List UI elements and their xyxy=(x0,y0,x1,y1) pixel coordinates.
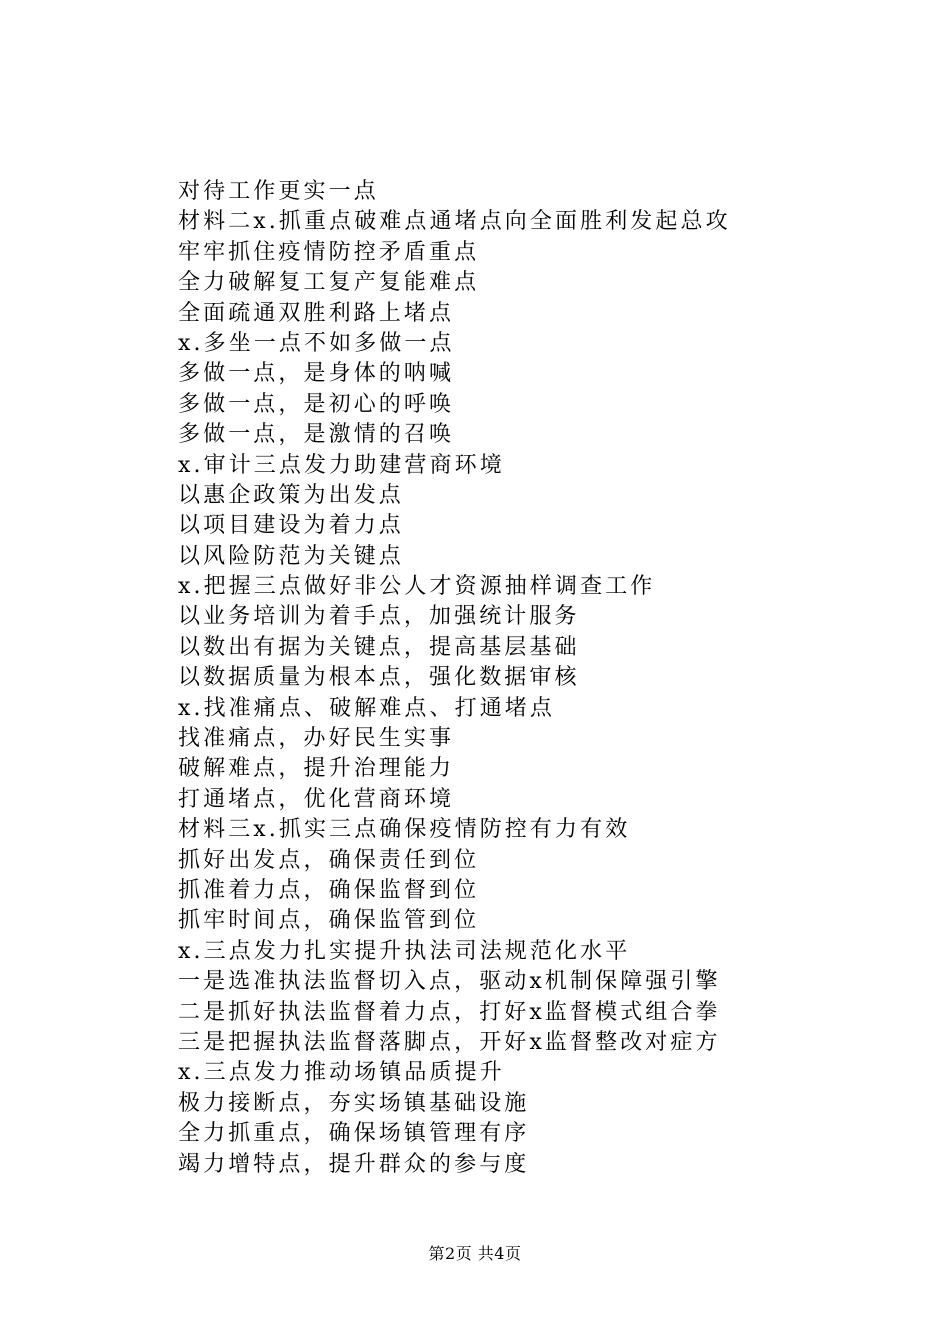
text-line: x.找准痛点、破解难点、打通堵点 xyxy=(178,695,556,721)
text-line: 对待工作更实一点 xyxy=(178,179,379,204)
text-line: 一是选准执法监督切入点，驱动x机制保障强引擎 xyxy=(178,969,721,995)
text-line: 三是把握执法监督落脚点，开好x监督整改对症方 xyxy=(178,1029,721,1055)
text-line: 以风险防范为关键点 xyxy=(178,543,404,569)
text-line: 材料二x.抓重点破难点通堵点向全面胜利发起总攻 xyxy=(178,209,731,235)
text-line: 以惠企政策为出发点 xyxy=(178,482,404,508)
text-line: 多做一点，是激情的召唤 xyxy=(178,422,455,448)
text-line: 牢牢抓住疫情防控矛盾重点 xyxy=(178,239,480,265)
text-line: 多做一点，是身体的呐喊 xyxy=(178,361,455,387)
text-line: x.审计三点发力助建营商环境 xyxy=(178,452,505,478)
text-line: 材料三x.抓实三点确保疫情防控有力有效 xyxy=(178,817,631,843)
text-line: x.多坐一点不如多做一点 xyxy=(178,330,455,356)
page-number-footer: 第2页 共4页 xyxy=(428,1244,522,1263)
text-line: 打通堵点，优化营商环境 xyxy=(178,786,455,812)
text-line: 以数出有据为关键点，提高基层基础 xyxy=(178,634,580,660)
text-line: 全力破解复工复产复能难点 xyxy=(178,270,480,296)
text-line: 抓准着力点，确保监督到位 xyxy=(178,877,480,903)
text-line: 抓牢时间点，确保监管到位 xyxy=(178,908,480,934)
document-body xyxy=(178,177,878,1180)
text-line: 以数据质量为根本点，强化数据审核 xyxy=(178,665,580,691)
text-line: 全力抓重点，确保场镇管理有序 xyxy=(178,1121,530,1147)
text-line: 以业务培训为着手点，加强统计服务 xyxy=(178,604,580,630)
text-line: x.三点发力推动场镇品质提升 xyxy=(178,1060,505,1086)
text-line: 全面疏通双胜利路上堵点 xyxy=(178,300,455,326)
text-line: x.把握三点做好非公人才资源抽样调查工作 xyxy=(178,574,656,600)
text-line: 以项目建设为着力点 xyxy=(178,513,404,539)
text-line: 二是抓好执法监督着力点，打好x监督模式组合拳 xyxy=(178,999,721,1025)
text-line: x.三点发力扎实提升执法司法规范化水平 xyxy=(178,938,631,964)
text-line: 多做一点，是初心的呼唤 xyxy=(178,391,455,417)
text-line: 抓好出发点，确保责任到位 xyxy=(178,847,480,873)
text-line: 破解难点，提升治理能力 xyxy=(178,756,455,782)
text-line: 极力接断点，夯实场镇基础设施 xyxy=(178,1090,530,1116)
text-line: 找准痛点，办好民生实事 xyxy=(178,726,455,752)
text-line: 竭力增特点，提升群众的参与度 xyxy=(178,1151,530,1177)
